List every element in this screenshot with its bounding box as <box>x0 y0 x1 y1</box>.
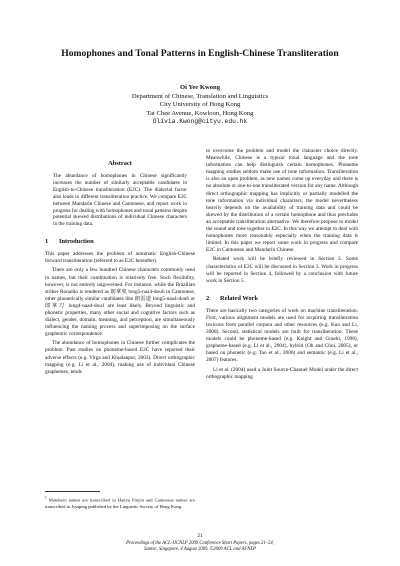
footnote-rule <box>45 491 100 492</box>
intro-paragraph-1: This paper addresses the problem of automatic English-Chinese forward transliteration (referred to as E2C hereafter). <box>45 251 195 265</box>
intro-continued-paragraph: to overcome the problem and model the character choice directly. Meanwhile, Chinese is a typical tonal language and the tone information can help distinguish certain homophones. Phoneme mapping studies seldom make use of tone information. Transliteration is also an open problem, as new names come up everyday and there is no absolute or one-to-one transliterated version for any name. Although direct orthographic mapping has implicitly or partially modelled the tone information via individual characters, the model nevertheless heavily depends on the availability of training data and could be skewed by the distribution of a certain homophone and thus precludes an acceptable transliteration alternative. We therefore propose to model the sound and tone together in E2C. In this way we attempt to deal with homophones more reasonably especially when the training data is limited. In this paper we report some work in progress and compare E2C in Cantonese and Mandarin Chinese. <box>206 148 358 254</box>
abstract-heading: Abstract <box>108 160 132 167</box>
author-address: Tat Chee Avenue, Kowloon, Hong Kong <box>146 109 254 117</box>
footnote-text: Mandarin names are transcribed in Hanyu Pinyin and Cantonese names are transcribed in Jyutping published by the Linguistic Society of Hong Kong. <box>45 497 195 509</box>
author-university: City University of Hong Kong <box>159 101 241 108</box>
author-department: Department of Chinese, Translation and Linguistics <box>131 92 269 100</box>
author-block <box>60 84 340 127</box>
footnote <box>45 495 195 510</box>
proceedings-footer <box>60 541 340 553</box>
section-heading-related-work <box>206 295 358 302</box>
right-column <box>206 148 358 383</box>
related-paragraph-2: Li et al. (2004) used a Joint Source-Channel Model under the direct orthographic mapping <box>206 366 358 380</box>
intro-paragraph-2: There are only a few hundred Chinese characters commonly used in names, but their combination is relatively free. Such flexibility, however, is not entirely ungoverned. For instance, while the Brazilian striker Ronaldo is rendered as 朗拿度 long5-naa4-dou6 in Cantonese, other phonetically similar candidates like 朗雷道 long5-naa4-dou6 or 郎拿刀 long4-naa4-dou1 are least likely. Beyond linguistic and phonetic properties, many other social and cognitive factors such as dialect, gender, domain, meaning, and perception, are simultaneously influencing the naming process and superimposing on the surface graphemic correspondence. <box>45 267 195 338</box>
intro-paragraph-3: The abundance of homophones in Chinese further complicates the problem. Past studies on phoneme-based E2C have reported their adverse effects (e.g. Virga and Khudanpur, 2003). Direct orthographic mapping (e.g. Li et al., 2004), making use of individual Chinese graphemes, tends <box>45 340 195 375</box>
author-name: Oi Yee Kwong <box>179 84 221 91</box>
abstract-text: The abundance of homophones in Chinese significantly increases the number of similarly acceptable candidates in English-to-Chinese transliteration (E2C). The dialectal factor also leads to different transliteration practice. We compare E2C between Mandarin Chinese and Cantonese, and report work in progress for dealing with homophones and tonal patterns despite potential skewed distributions of individual Chinese characters in the training data. <box>53 173 187 228</box>
proceedings-line-2: Suntec, Singapore, 4 August 2009. ©2009 ACL and AFNLP <box>144 547 256 552</box>
section-title: Related Work <box>220 294 259 302</box>
page-number: 21 <box>197 533 203 539</box>
left-column <box>45 160 195 378</box>
related-paragraph-1: There are basically two categories of work on machine transliteration. First, various alignment models are used for acquiring transliteration lexicons from parallel corpora and other resources (e.g. Kuo and Li, 2008). Second, statistical models are built for transliteration. These models could be phoneme-based (e.g. Knight and Graehl, 1998), grapheme-based (e.g. Li et al., 2004), hybrid (Oh and Choi, 2005), or based on phonetic (e.g. Tao et al., 2006) and semantic (e.g. Li et al., 2007) features. <box>206 307 358 364</box>
section-number: 2 <box>206 294 210 302</box>
section-heading-introduction <box>45 238 195 245</box>
section-overview-paragraph: Related work will be briefly reviewed in Section 2. Some characteristics of E2C will be discussed in Section 3. Work in progress will be reported in Section 4, followed by a conclusion with future work in Section 5. <box>206 256 358 284</box>
proceedings-line-1: Proceedings of the ACL-IJCNLP 2009 Conference Short Papers, pages 21–24, <box>126 541 274 546</box>
paper-title: Homophones and Tonal Patterns in English-Chinese Transliteration <box>61 48 339 59</box>
section-title: Introduction <box>59 238 94 246</box>
author-email[interactable]: Olivia.Kwong@cityu.edu.hk <box>152 118 248 125</box>
footnote-marker: 1 <box>45 496 47 500</box>
section-number: 1 <box>45 238 49 246</box>
